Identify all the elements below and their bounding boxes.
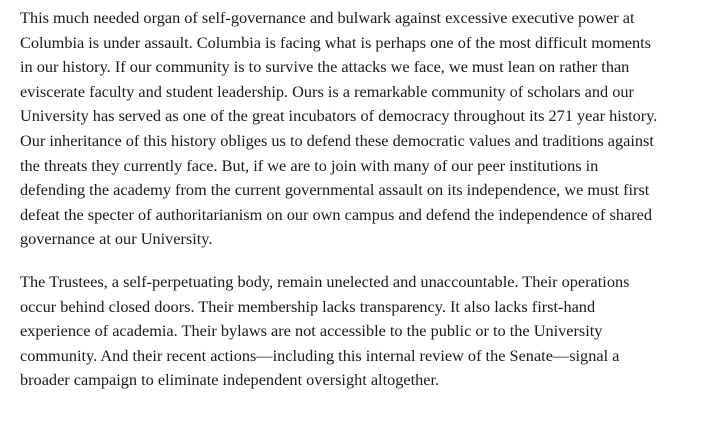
text-line: The Trustees, a self-perpetuating body, remain unelected and unaccountable. Their operations <box>20 271 630 291</box>
text-line: defending the academy from the current governmental assault on its independence, we must first <box>20 180 650 200</box>
text-line: This much needed organ of self-governance and bulwark against excessive executive power at <box>20 8 635 27</box>
text-line: eviscerate faculty and student leadership. Ours is a remarkable community of scholars and our <box>20 81 634 101</box>
text-line: University has served as one of the great incubators of democracy throughout its 271 year history. <box>20 106 658 126</box>
text-line: defeat the specter of authoritarianism on our own campus and defend the independence of shared <box>20 204 653 224</box>
text-line: occur behind closed doors. Their membership lacks transparency. It also lacks first-hand <box>20 296 596 316</box>
text-line: Columbia is under assault. Columbia is facing what is perhaps one of the most difficult moments <box>20 32 651 52</box>
text-line: broader campaign to eliminate independent oversight altogether. <box>20 370 440 390</box>
text-line: governance at our University. <box>20 229 213 249</box>
text-line: in our history. If our community is to survive the attacks we face, we must lean on rather than <box>20 57 630 77</box>
paragraph-trustees <box>20 270 710 393</box>
text-line: Our inheritance of this history obliges us to defend these democratic values and traditions against <box>20 130 654 150</box>
text-line: experience of academia. Their bylaws are not accessible to the public or to the University <box>20 321 603 341</box>
text-line: community. And their recent actions—including this internal review of the Senate—signal a <box>20 345 620 365</box>
document-body <box>20 6 710 393</box>
paragraph-senate-governance <box>20 6 710 252</box>
text-line: the threats they currently face. But, if we are to join with many of our peer institutions in <box>20 155 599 175</box>
